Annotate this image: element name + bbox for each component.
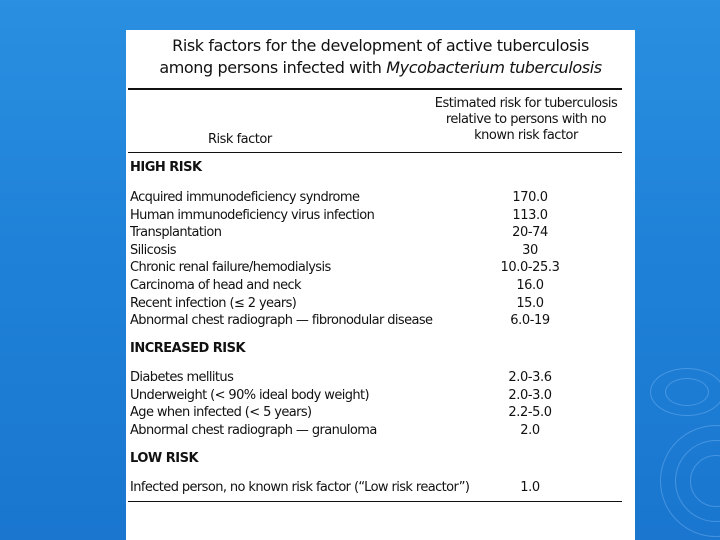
table-row <box>130 259 620 277</box>
column-header-risk <box>426 96 626 144</box>
table-row <box>130 277 620 295</box>
title-line-2 <box>126 57 635 79</box>
risk-factor-label: Infected person, no known risk factor (“Low risk reactor”) <box>130 480 470 495</box>
relative-risk-value: 20-74 <box>512 225 548 241</box>
relative-risk-value: 2.2-5.0 <box>508 405 552 421</box>
header-rule <box>128 152 622 153</box>
risk-factor-label: Abnormal chest radiograph — fibronodular disease <box>130 313 433 329</box>
risk-header-line-2: relative to persons with no <box>445 112 607 127</box>
risk-factor-label: Human immunodeficiency virus infection <box>130 207 375 223</box>
risk-factor-label: Recent infection (≤ 2 years) <box>130 295 297 311</box>
relative-risk-value: 1.0 <box>520 480 540 495</box>
risk-factor-label: Chronic renal failure/hemodialysis <box>130 260 331 276</box>
table-row <box>130 387 620 405</box>
risk-header-line-1: Estimated risk for tuberculosis <box>434 96 618 111</box>
table-row <box>130 242 620 260</box>
risk-factor-label: Acquired immunodeficiency syndrome <box>130 190 360 205</box>
table-row <box>130 369 620 387</box>
section-heading: HIGH RISK <box>130 160 202 175</box>
risk-factor-label: Age when infected (< 5 years) <box>130 405 312 421</box>
risk-factor-label: Transplantation <box>130 225 222 241</box>
column-header-factor: Risk factor <box>208 132 272 147</box>
title-line-2-text: among persons infected with <box>159 58 387 77</box>
relative-risk-value: 15.0 <box>516 295 544 311</box>
risk-factor-label: Diabetes mellitus <box>130 370 234 385</box>
table-row <box>130 189 620 207</box>
bottom-rule <box>128 501 622 502</box>
relative-risk-value: 2.0 <box>520 422 540 438</box>
table-row <box>130 224 620 242</box>
table-row <box>130 422 620 440</box>
table-row <box>130 404 620 422</box>
table-row <box>130 312 620 330</box>
relative-risk-value: 10.0-25.3 <box>500 260 560 276</box>
table-row <box>130 295 620 313</box>
risk-factor-label: Abnormal chest radiograph — granuloma <box>130 422 377 438</box>
table-row <box>130 207 620 225</box>
section-heading: LOW RISK <box>130 451 199 466</box>
table-row <box>130 479 620 497</box>
relative-risk-value: 6.0-19 <box>510 313 550 329</box>
title-organism: Mycobacterium tuberculosis <box>386 58 602 77</box>
risk-factor-label: Carcinoma of head and neck <box>130 278 301 293</box>
relative-risk-value: 16.0 <box>516 278 544 293</box>
relative-risk-value: 170.0 <box>512 190 548 205</box>
table-page <box>126 30 635 540</box>
relative-risk-value: 30 <box>522 242 538 258</box>
section-heading: INCREASED RISK <box>130 341 246 356</box>
relative-risk-value: 113.0 <box>512 207 548 223</box>
risk-factor-label: Underweight (< 90% ideal body weight) <box>130 387 369 403</box>
relative-risk-value: 2.0-3.0 <box>508 387 552 403</box>
relative-risk-value: 2.0-3.6 <box>508 370 552 385</box>
title-line-1: Risk factors for the development of active tuberculosis <box>172 36 589 55</box>
risk-factor-label: Silicosis <box>130 242 176 258</box>
ripple-decoration <box>650 368 720 416</box>
top-rule <box>128 88 622 90</box>
table-title <box>126 35 635 79</box>
risk-header-line-3: known risk factor <box>474 128 578 143</box>
